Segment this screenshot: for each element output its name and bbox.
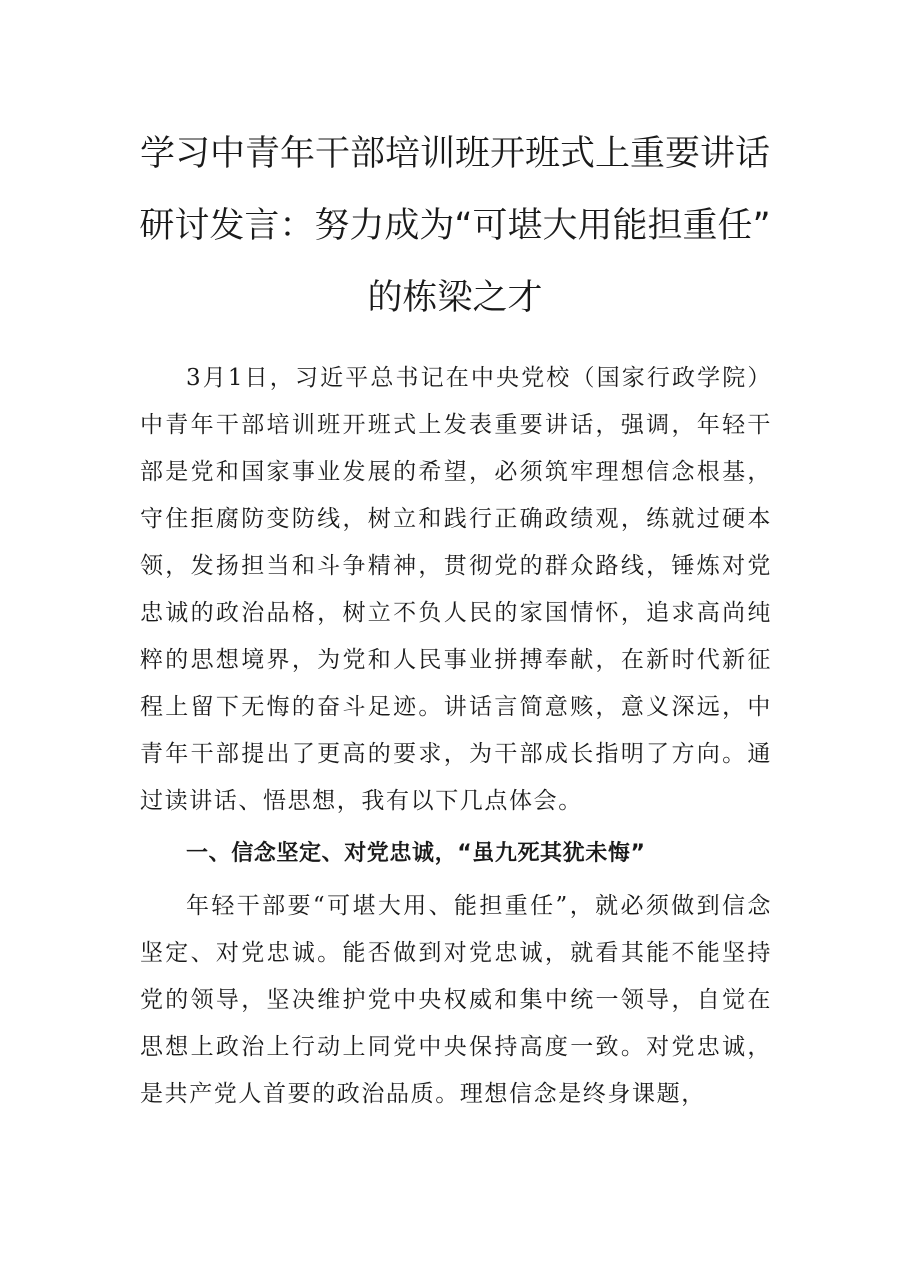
section-heading-1: 一、信念坚定、对党忠诚，“虽九死其犹未悔” [186,841,646,866]
document-body [140,355,772,1118]
title-line-2: 研讨发言：努力成为“可堪大用能担重任” [139,206,771,246]
title-line-1: 学习中青年干部培训班开班式上重要讲话 [139,134,770,174]
title-line-3: 的栋梁之才 [367,278,543,318]
body-paragraph-1: 3月1日，习近平总书记在中央党校（国家行政学院）中青年干部培训班开班式上发表重要讲话，强调，年轻干部是党和国家事业发展的希望，必须筑牢理想信念根基，守住拒腐防变防线，树立和践行正确政绩观，练就过硬本领，发扬担当和斗争精神，贯彻党的群众路线，锤炼对党忠诚的政治品格，树立不负人民的家国情怀，追求高尚纯粹的思想境界，为党和人民事业拼搏奉献，在新时代新征程上留下无悔的奋斗足迹。讲话言简意赅，意义深远，中青年干部提出了更高的要求，为干部成长指明了方向。通过读讲话、悟思想，我有以下几点体会。 [140,365,772,814]
body-paragraph-2: 年轻干部要“可堪大用、能担重任”，就必须做到信念坚定、对党忠诚。能否做到对党忠诚，就看其能不能坚持党的领导，坚决维护党中央权威和集中统一领导，自觉在思想上政治上行动上同党中央保持高度一致。对党忠诚，是共产党人首要的政治品质。理想信念是终身课题， [140,893,772,1107]
document-title [120,118,790,334]
